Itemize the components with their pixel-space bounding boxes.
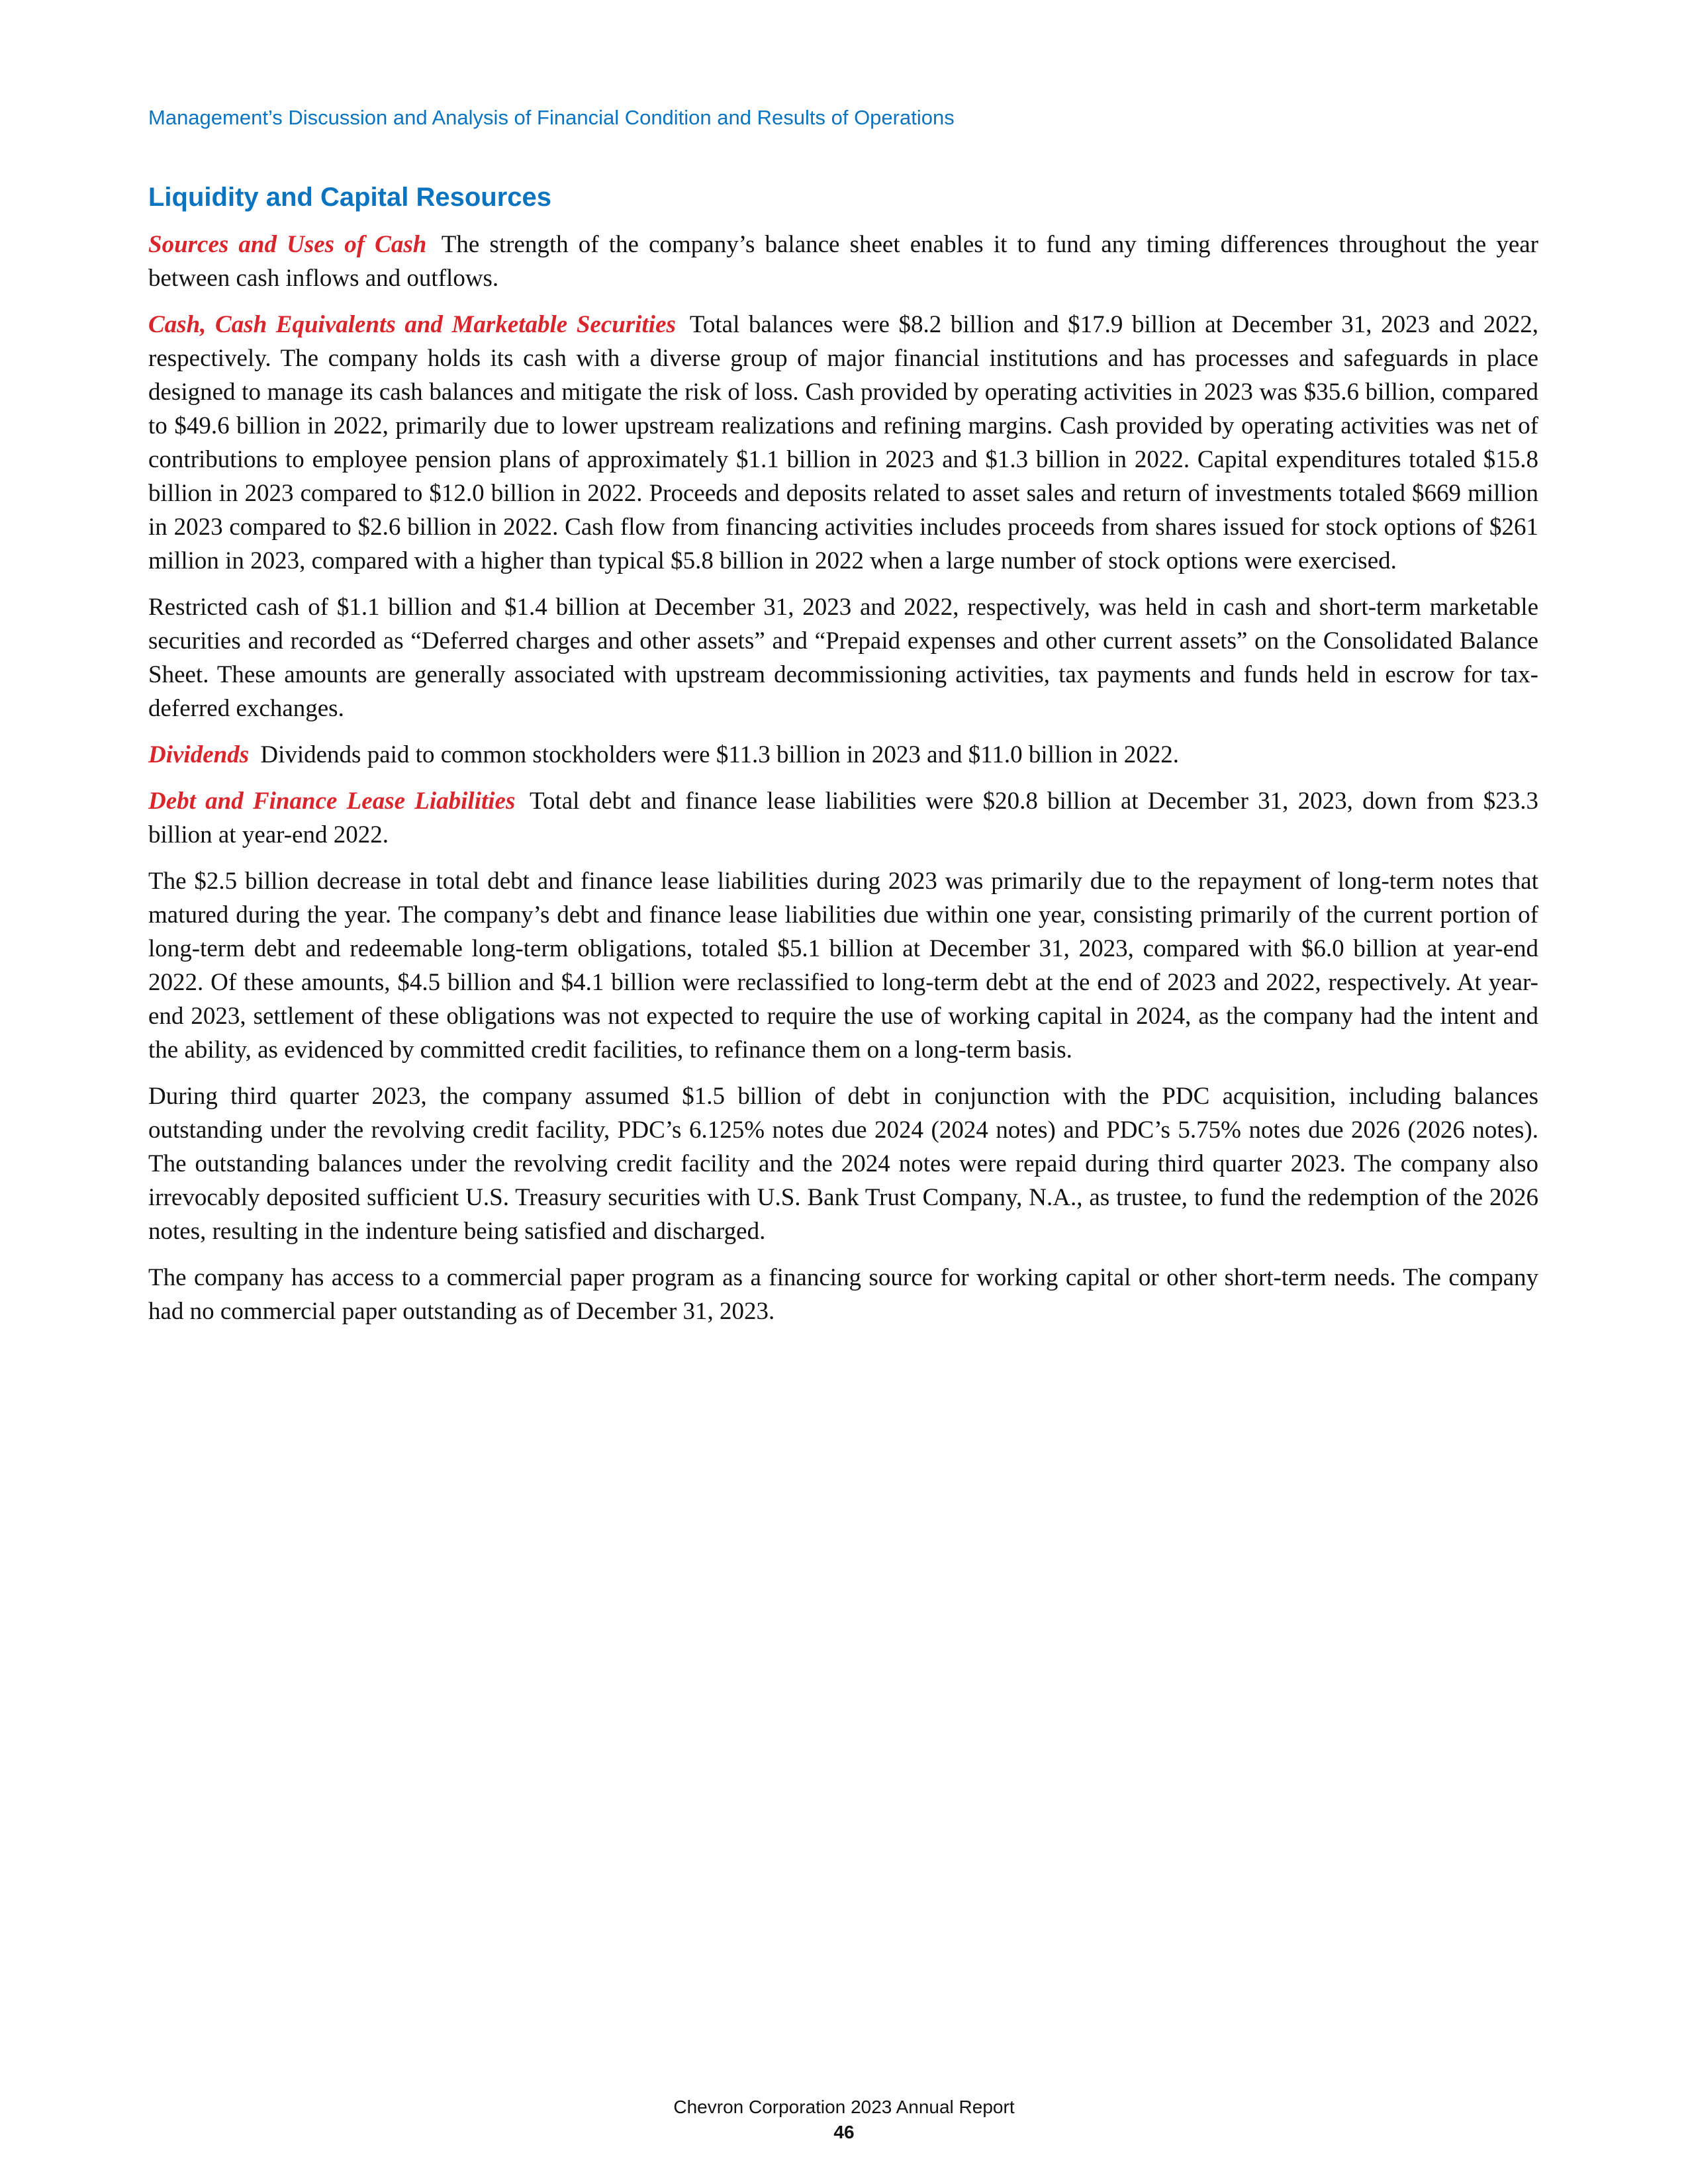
- paragraph-debt-finance-lease: [148, 784, 1538, 852]
- paragraph-text: Total debt and finance lease liabilities were $20.8 billion at December 31, 2023, down from $23.3 billion at year-end 2022.: [148, 788, 1538, 848]
- section-title: Liquidity and Capital Resources: [148, 183, 552, 212]
- footer-page-number: 46: [833, 2122, 855, 2142]
- paragraph-text: Restricted cash of $1.1 billion and $1.4 billion at December 31, 2023 and 2022, respectively, was held in cash and short-term marketable securities and recorded as “Deferred charges and other assets” and “Prepaid expenses and other current assets” on the Consolidated Balance Sheet. These amounts are generally associated with upstream decommissioning activities, tax payments and funds held in escrow for tax-deferred exchanges.: [148, 594, 1538, 722]
- paragraph-lead: Sources and Uses of Cash: [148, 231, 427, 258]
- paragraph-text: The company has access to a commercial paper program as a financing source for working capital or other short-term needs. The company had no commercial paper outstanding as of December 31, 2023.: [148, 1264, 1538, 1325]
- paragraph-restricted-cash: [148, 590, 1538, 725]
- running-head: Management’s Discussion and Analysis of Financial Condition and Results of Operations: [148, 106, 955, 129]
- paragraph-lead: Debt and Finance Lease Liabilities: [148, 788, 516, 815]
- paragraph-lead: Dividends: [148, 741, 250, 768]
- paragraph-dividends: [148, 738, 1538, 772]
- paragraph-text: The $2.5 billion decrease in total debt and finance lease liabilities during 2023 was primarily due to the repayment of long-term notes that matured during the year. The company’s debt and finance lease liabilities due within one year, consisting primarily of the current portion of long-term debt and redeemable long-term obligations, totaled $5.1 billion at December 31, 2023, compared with $6.0 billion at year-end 2022. Of these amounts, $4.5 billion and $4.1 billion were reclassified to long-term debt at the end of 2023 and 2022, respectively. At year-end 2023, settlement of these obligations was not expected to require the use of working capital in 2024, as the company had the intent and the ability, as evidenced by committed credit facilities, to refinance them on a long-term basis.: [148, 868, 1538, 1064]
- paragraph-cash-equivalents: [148, 308, 1538, 578]
- paragraph-debt-decrease: [148, 864, 1538, 1067]
- paragraph-pdc-acquisition-debt: [148, 1079, 1538, 1248]
- footer-report-title: Chevron Corporation 2023 Annual Report: [673, 2097, 1015, 2117]
- paragraph-text: The strength of the company’s balance sheet enables it to fund any timing differences throughout the year between cash inflows and outflows.: [148, 231, 1538, 292]
- paragraph-text: Dividends paid to common stockholders were $11.3 billion in 2023 and $11.0 billion in 2022.: [260, 741, 1180, 768]
- paragraph-commercial-paper: [148, 1261, 1538, 1328]
- paragraph-lead: Cash, Cash Equivalents and Marketable Securities: [148, 311, 676, 338]
- main-content: [148, 180, 1538, 1341]
- paragraph-sources-uses-of-cash: [148, 228, 1538, 295]
- paragraph-text: During third quarter 2023, the company assumed $1.5 billion of debt in conjunction with the PDC acquisition, including balances outstanding under the revolving credit facility, PDC’s 6.125% notes due 2024 (2024 notes) and PDC’s 5.75% notes due 2026 (2026 notes). The outstanding balances under the revolving credit facility and the 2024 notes were repaid during third quarter 2023. The company also irrevocably deposited sufficient U.S. Treasury securities with U.S. Bank Trust Company, N.A., as trustee, to fund the redemption of the 2026 notes, resulting in the indenture being satisfied and discharged.: [148, 1083, 1538, 1245]
- paragraph-text: Total balances were $8.2 billion and $17.9 billion at December 31, 2023 and 2022, respectively. The company holds its cash with a diverse group of major financial institutions and has processes and safeguards in place designed to manage its cash balances and mitigate the risk of loss. Cash provided by operating activities in 2023 was $35.6 billion, compared to $49.6 billion in 2022, primarily due to lower upstream realizations and refining margins. Cash provided by operating activities was net of contributions to employee pension plans of approximately $1.1 billion in 2023 and $1.3 billion in 2022. Capital expenditures totaled $15.8 billion in 2023 compared to $12.0 billion in 2022. Proceeds and deposits related to asset sales and return of investments totaled $669 million in 2023 compared to $2.6 billion in 2022. Cash flow from financing activities includes proceeds from shares issued for stock options of $261 million in 2023, compared with a higher than typical $5.8 billion in 2022 when a large number of stock options were exercised.: [148, 311, 1538, 574]
